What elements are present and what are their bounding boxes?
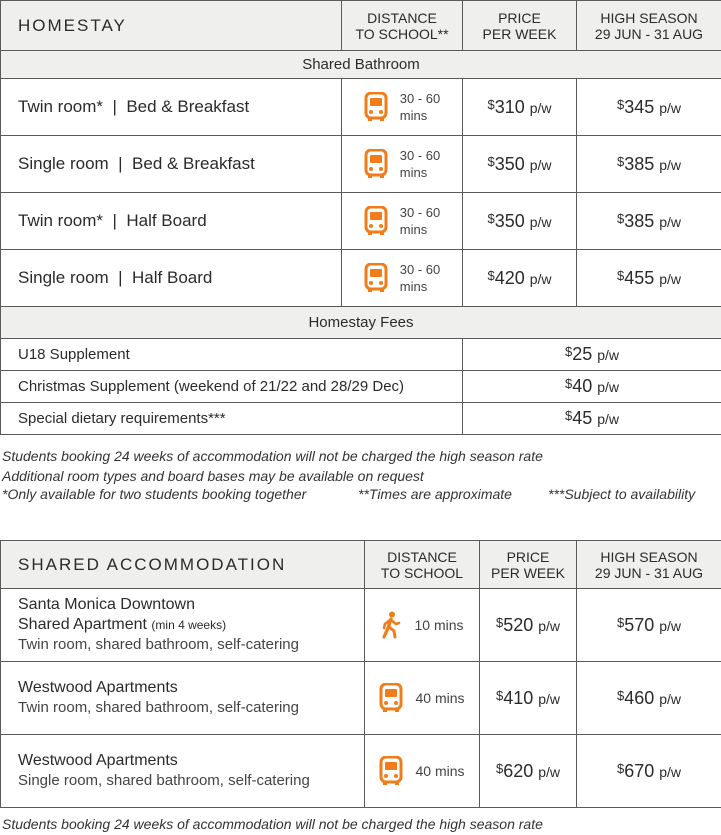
fee-label: Christmas Supplement (weekend of 21/22 and 28/29 Dec) <box>1 371 463 403</box>
mins-value: 30 - 60 <box>399 262 441 277</box>
notes-block <box>2 446 543 486</box>
table-row <box>1 735 721 808</box>
mins-value: 10 mins <box>414 617 464 633</box>
band-row <box>1 307 721 339</box>
shared-accommodation-table <box>0 540 721 808</box>
accommodation-title: Westwood Apartments <box>18 679 178 696</box>
accommodation-details: Twin room, shared bathroom, self-catering <box>18 636 299 653</box>
band-row <box>1 51 721 79</box>
distance-cell <box>365 662 480 735</box>
price-cell: $410 p/w <box>480 662 577 735</box>
col-distance-header: DISTANCE TO SCHOOL <box>365 541 480 589</box>
bus-icon <box>364 206 388 236</box>
accommodation-title: Westwood Apartments <box>18 752 178 769</box>
accommodation-name <box>1 589 365 662</box>
fee-price: $45 p/w <box>463 403 721 435</box>
fee-label: U18 Supplement <box>1 339 463 371</box>
note-availability: ***Subject to availability <box>548 486 696 502</box>
bus-icon <box>364 149 388 179</box>
high-season-cell: $570 p/w <box>577 589 721 662</box>
price-cell: $350 p/w <box>463 136 577 193</box>
high-season-cell: $670 p/w <box>577 735 721 808</box>
fee-row <box>1 371 721 403</box>
walking-icon <box>380 611 402 639</box>
accommodation-details: Single room, shared bathroom, self-catering <box>18 772 310 789</box>
distance-cell <box>365 589 480 662</box>
col-high-season-header: HIGH SEASON 29 JUN - 31 AUG <box>577 1 721 51</box>
distance-cell <box>342 193 463 250</box>
high-season-cell: $460 p/w <box>577 662 721 735</box>
bus-icon <box>364 263 388 293</box>
note-high-season: Students booking 24 weeks of accommodation will not be charged the high season rate <box>2 448 543 464</box>
shared-title: SHARED ACCOMMODATION <box>1 541 365 589</box>
distance-cell <box>342 136 463 193</box>
bus-icon <box>364 92 388 122</box>
high-season-cell: $345 p/w <box>577 79 721 136</box>
note-twin-only: *Only available for two students booking together <box>2 486 307 502</box>
band-homestay-fees: Homestay Fees <box>1 307 721 339</box>
fee-label: Special dietary requirements*** <box>1 403 463 435</box>
col-distance-header: DISTANCE TO SCHOOL** <box>342 1 463 51</box>
table-row <box>1 662 721 735</box>
mins-value: 40 mins <box>415 690 465 706</box>
high-season-cell: $455 p/w <box>577 250 721 307</box>
accommodation-title: Santa Monica Downtown <box>18 596 195 613</box>
accommodation-details: Twin room, shared bathroom, self-catering <box>18 699 299 716</box>
price-cell: $420 p/w <box>463 250 577 307</box>
high-season-cell: $385 p/w <box>577 136 721 193</box>
fee-price: $25 p/w <box>463 339 721 371</box>
price-cell: $310 p/w <box>463 79 577 136</box>
note-times: **Times are approximate <box>358 486 512 502</box>
bus-icon <box>379 756 403 786</box>
accommodation-name <box>1 662 365 735</box>
shared-header-row <box>1 541 721 589</box>
high-season-cell: $385 p/w <box>577 193 721 250</box>
accommodation-name <box>1 735 365 808</box>
table-row <box>1 589 721 662</box>
table-row <box>1 79 721 136</box>
mins-unit: mins <box>399 279 428 294</box>
mins-value: 30 - 60 <box>399 91 441 106</box>
room-name: Twin room* | Bed & Breakfast <box>1 79 342 136</box>
accommodation-title-2: Shared Apartment (min 4 weeks) <box>18 616 227 633</box>
room-name: Single room | Bed & Breakfast <box>1 136 342 193</box>
distance-cell <box>342 250 463 307</box>
distance-cell <box>365 735 480 808</box>
mins-unit: mins <box>399 108 428 123</box>
col-price-header: PRICE PER WEEK <box>463 1 577 51</box>
fee-row <box>1 339 721 371</box>
price-cell: $350 p/w <box>463 193 577 250</box>
fee-row <box>1 403 721 435</box>
mins-value: 30 - 60 <box>399 205 441 220</box>
table-row <box>1 193 721 250</box>
fee-price: $40 p/w <box>463 371 721 403</box>
room-name: Single room | Half Board <box>1 250 342 307</box>
mins-unit: mins <box>399 222 428 237</box>
table-row <box>1 136 721 193</box>
table-row <box>1 250 721 307</box>
homestay-header-row <box>1 1 721 51</box>
bus-icon <box>379 683 403 713</box>
mins-unit: mins <box>399 165 428 180</box>
room-name: Twin room* | Half Board <box>1 193 342 250</box>
price-cell: $620 p/w <box>480 735 577 808</box>
price-cell: $520 p/w <box>480 589 577 662</box>
homestay-title: HOMESTAY <box>1 1 342 51</box>
col-price-header: PRICE PER WEEK <box>480 541 577 589</box>
band-shared-bathroom: Shared Bathroom <box>1 51 721 79</box>
distance-cell <box>342 79 463 136</box>
mins-value: 30 - 60 <box>399 148 441 163</box>
mins-value: 40 mins <box>415 763 465 779</box>
note-additional-rooms: Additional room types and board bases may be available on request <box>2 468 424 484</box>
col-high-season-header: HIGH SEASON 29 JUN - 31 AUG <box>577 541 721 589</box>
note-high-season-bottom: Students booking 24 weeks of accommodation will not be charged the high season rate <box>2 816 543 832</box>
